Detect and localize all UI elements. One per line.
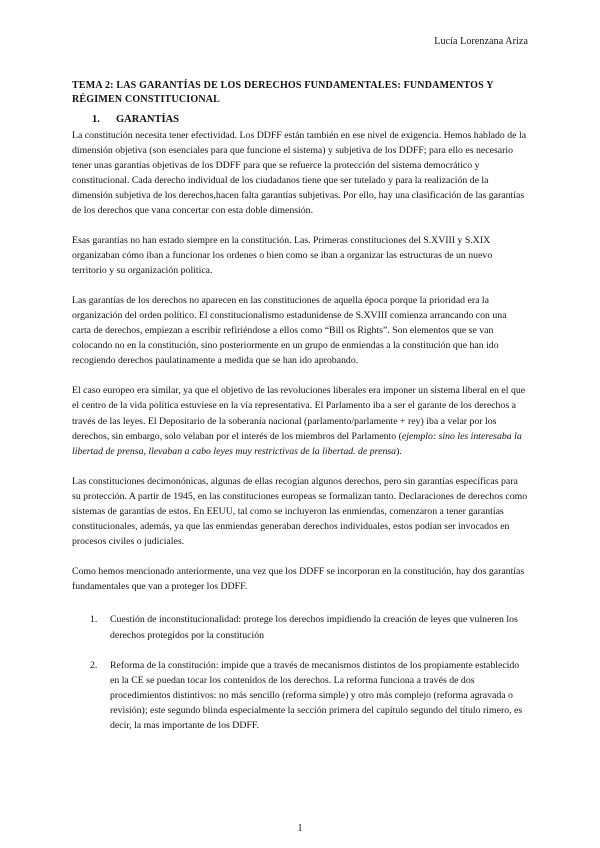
paragraph: Como hemos mencionado anteriormente, una vez que los DDFF se incorporan en la constitución, hay dos garantías fundamentales que van a proteger los DDFF. (72, 566, 525, 593)
paragraph-text: El caso europeo era similar, ya que el objetivo de las revoluciones liberales era imponer un sistema liberal en el que el centro de la vida política estuviese en la vía representativa. El Parlamento iba a ser el garante de los derechos a través de las leyes. El Depositario de la soberanía nacional (parlamento/parlamente + rey) iba a velar por los derechos, sin embargo, solo velaban por el interés de los miembros del Parlamento ( (72, 385, 526, 442)
paragraph: La constitución necesita tener efectividad. Los DDFF están también en ese nivel de exigencia. Hemos hablado de la dimensión objetiva (son esenciales para que funcione el sistema) y subjetiva de los DDFF; para ello es necesario tener unas garantías objetivas de los DDFF para que se refuerce la protección del sistema democrático y constitucional. Cada derecho individual de los ciudadanos tiene que ser tutelado y para la realización de la dimensión subjetiva de los derechos,hacen falta garantías subjetivas. Por ello, hay una clasificación de las garantías de los derechos que vana concertar con esta doble dimensión. (72, 130, 527, 217)
author-name: Lucía Lorenzana Ariza (434, 36, 528, 47)
paragraph-end: ). (396, 445, 402, 457)
section-title: GARANTÍAS (116, 114, 180, 125)
document-title: TEMA 2: LAS GARANTÍAS DE LOS DERECHOS FUNDAMENTALES: FUNDAMENTOS Y RÉGIMEN CONSTITUCIONAL (72, 80, 494, 105)
list-text: Reforma de la constitución: impide que a través de mecanismos distintos de los propiamente establecido en la CE se puedan tocar los contenidos de los derechos. La reforma funciona a través de dos procedimientos distintivos: no más sencillo (reforma simple) y otro más complejo (reforma agravada o revisión); este segundo blinda especialmente la sección primera del capítulo segundo del título rimero, es decir, la mas importante de los DDFF. (110, 659, 523, 731)
paragraph: Esas garantías no han estado siempre en la constitución. Las. Primeras constituciones del S.XVIII y S.XIX organizaban cómo iban a funcionar los ordenes o bien como se iban a organizar las estructuras de un nuevo territorio y su organización política. (72, 234, 493, 276)
guarantees-list (72, 612, 528, 733)
list-item (72, 612, 528, 642)
paragraph-example: ejemplo: sino les interesaba la libertad de prensa, llevaban a cabo leyes muy restrictivas de la libertad. de prensa (72, 430, 522, 457)
paragraph: Las constituciones decimonónicas, algunas de ellas recogían algunos derechos, pero sin garantías específicas para su protección. A partir de 1945, en las constituciones europeas se formalizan tanto. Declaraciones de derechos como sistemas de garantías de estos. En EEUU, tal como se incluyeron las enmiendas, comenzaron a tener garantías constitucionales, además, ya que las enmiendas generaban derechos individuales, estos podían ser invocados en procesos civiles o judiciales. (72, 475, 528, 548)
document-body (72, 128, 528, 748)
list-number: 1. (90, 614, 98, 626)
list-item (72, 658, 528, 733)
page-number: 1 (297, 823, 303, 834)
section-heading (92, 114, 179, 125)
paragraph (72, 383, 528, 458)
list-text: Cuestión de inconstitucionalidad: protege los derechos impidiendo la creación de leyes que vulneren los derechos protegidos por la constitución (110, 614, 518, 641)
paragraph: Las garantías de los derechos no aparecen en las constituciones de aquella época porque la prioridad era la organización del orden político. El constitucionalismo estadunidense de S.XVIII comienza arrancando con una carta de derechos, empiezan a escribir refiriéndose a ellos como “Bill os Rights”. Son elementos que se van colocando no en la constitución, sino posteriormente en un grupo de enmiendas a la constitución que han ido recogiendo derechos paulatinamente a medida que se han ido aprobando. (72, 294, 507, 367)
list-number: 2. (90, 659, 98, 671)
section-number: 1. (92, 114, 100, 125)
